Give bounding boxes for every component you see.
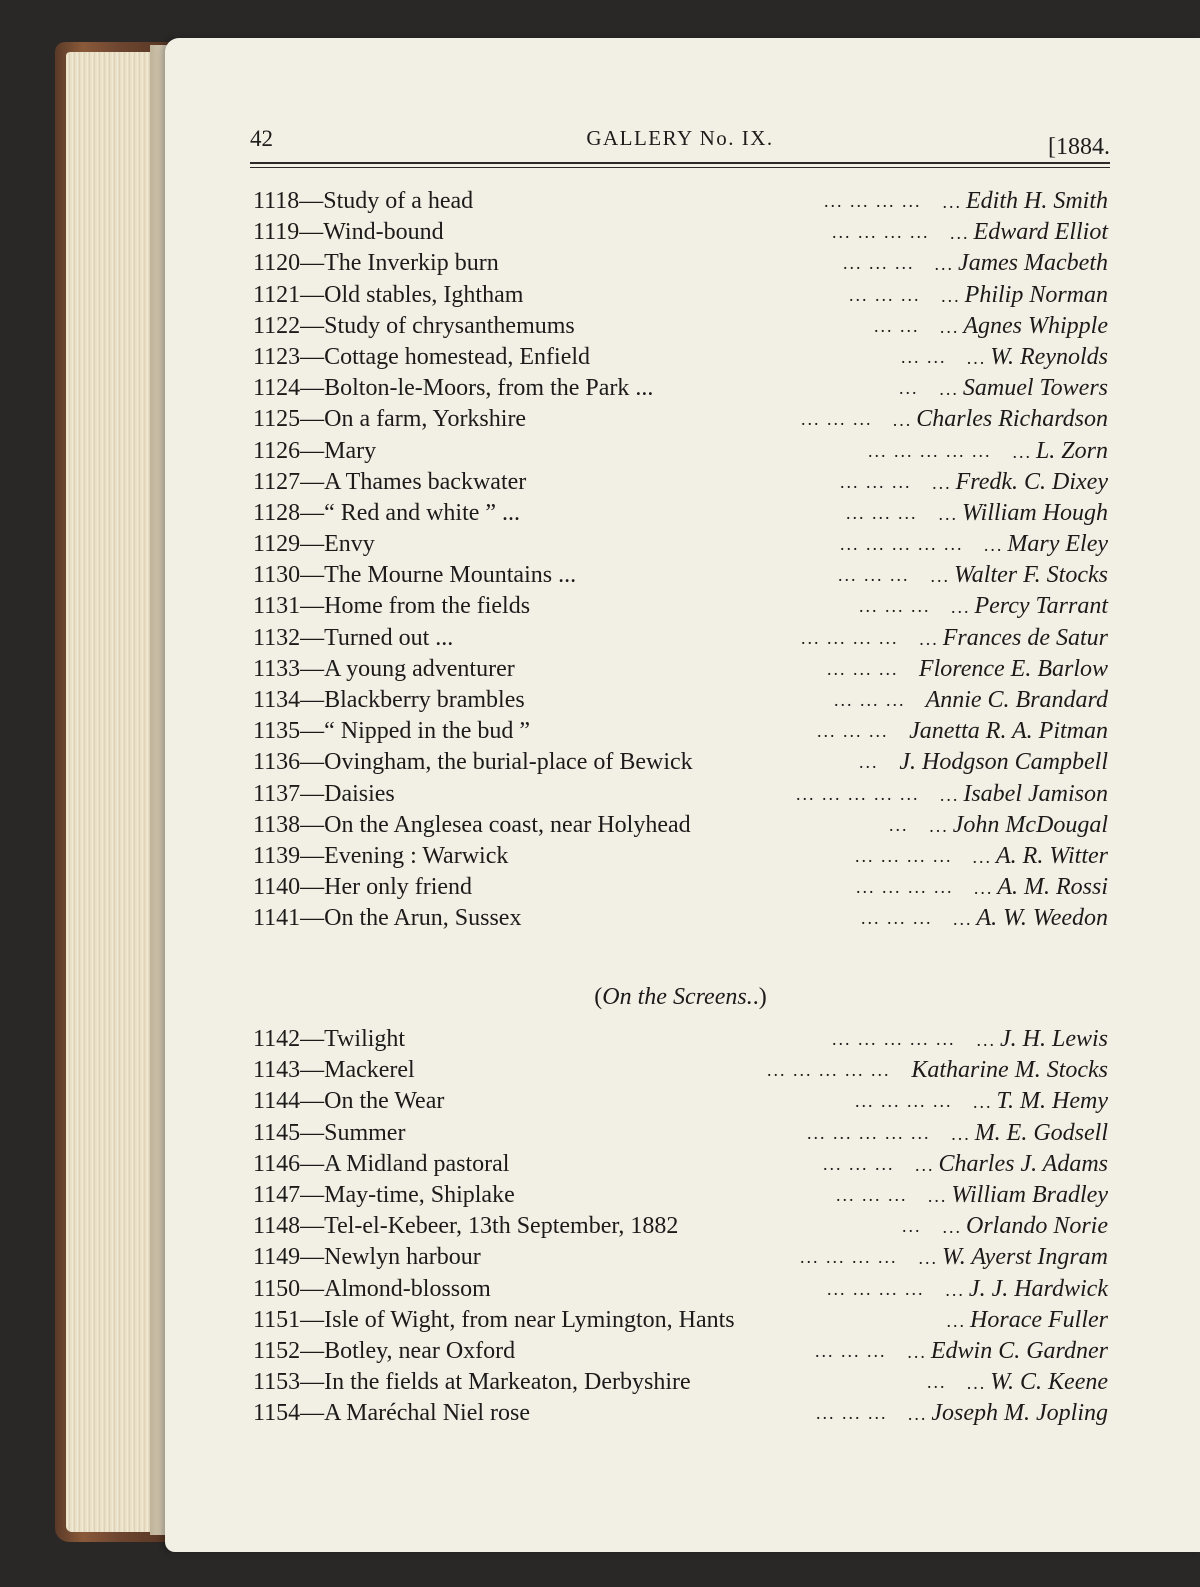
catalogue-entry — [253, 841, 1108, 872]
catalogue-entry — [253, 186, 1108, 217]
entry-artist — [973, 841, 1108, 873]
artist-name: William Bradley — [951, 1181, 1108, 1208]
entry-artist — [1012, 436, 1108, 468]
leader-dots: ... ... — [901, 346, 947, 367]
entry-title: 1146—A Midland pastoral — [253, 1150, 510, 1177]
entry-artist — [939, 373, 1108, 405]
artist-name: Samuel Towers — [962, 375, 1108, 402]
catalogue-entry — [253, 747, 1108, 778]
artist-name: Edward Elliot — [973, 219, 1108, 246]
catalogue-entry — [253, 560, 1108, 591]
artist-name: W. Reynolds — [990, 343, 1108, 370]
artist-name: James Macbeth — [958, 250, 1108, 277]
leader-dots: ... ... ... ... ... — [840, 534, 964, 555]
entry-title: 1120—The Inverkip burn — [253, 250, 499, 277]
header-rule-thin — [250, 167, 1110, 168]
catalogue-entry — [253, 1149, 1108, 1180]
artist-name: Agnes Whipple — [963, 312, 1108, 339]
catalogue-entry — [253, 248, 1108, 279]
catalogue-entry — [253, 716, 1108, 747]
artist-name: T. M. Hemy — [996, 1088, 1108, 1115]
running-header — [250, 126, 1110, 166]
artist-leader: ... — [972, 1092, 993, 1113]
gallery-title: GALLERY No. IX. — [586, 126, 774, 150]
entry-title: 1135—“ Nipped in the bud ” — [253, 718, 531, 745]
artist-name: Katharine M. Stocks — [911, 1057, 1108, 1084]
artist-name: William Hough — [961, 499, 1108, 526]
artist-leader: ... — [945, 1279, 965, 1300]
leader-dots: ... ... ... — [861, 908, 933, 929]
header-rule — [250, 162, 1110, 164]
entry-title: 1141—On the Arun, Sussex — [253, 905, 522, 932]
artist-leader: ... — [939, 784, 960, 805]
leader-dots: ... ... ... — [816, 1403, 888, 1424]
leader-dots: ... ... ... — [836, 1184, 908, 1205]
page-number: 42 — [250, 126, 273, 151]
catalogue-entry — [253, 903, 1108, 934]
entry-artist — [941, 280, 1108, 312]
artist-leader: ... — [1012, 441, 1032, 462]
entry-title: 1138—On the Anglesea coast, near Holyhead — [253, 811, 691, 838]
entry-artist — [931, 560, 1109, 592]
catalogue-entry — [253, 467, 1108, 498]
leader-dots: ... ... ... — [817, 721, 889, 742]
artist-name: Mary Eley — [1007, 531, 1108, 558]
catalogue-entry — [253, 1242, 1108, 1273]
leader-dots: ... ... ... ... — [800, 1247, 898, 1268]
entry-artist — [977, 1024, 1109, 1056]
leader-dots: ... ... ... ... — [824, 191, 922, 211]
entry-title: 1125—On a farm, Yorkshire — [253, 406, 527, 433]
entry-title: 1118—Study of a head — [253, 188, 474, 214]
section-open: ( — [594, 984, 603, 1010]
catalogue-entry — [253, 1305, 1108, 1336]
entry-title: 1133—A young adventurer — [253, 655, 515, 682]
catalogue-entry — [253, 498, 1108, 529]
leader-dots: ... ... ... ... ... — [796, 783, 920, 804]
entry-artist — [928, 1180, 1108, 1212]
entry-title: 1143—Mackerel — [253, 1057, 415, 1084]
entry-title: 1132—Turned out ... — [253, 624, 454, 651]
catalogue-entry — [253, 1367, 1108, 1398]
artist-name: Walter F. Stocks — [954, 562, 1108, 589]
leader-dots: ... ... ... — [823, 1153, 895, 1174]
leader-dots: ... ... ... ... — [801, 627, 899, 648]
entry-artist — [947, 1305, 1108, 1337]
section-title: On the Screens. — [602, 984, 753, 1010]
artist-leader: ... — [932, 472, 952, 493]
entry-title: 1148—Tel-el-Kebeer, 13th September, 1882 — [253, 1213, 679, 1240]
artist-name: Florence E. Barlow — [918, 655, 1108, 682]
section-close: .) — [752, 984, 767, 1010]
artist-leader: ... — [934, 254, 955, 275]
artist-leader: ... — [907, 1341, 927, 1362]
entry-title: 1126—Mary — [253, 437, 377, 464]
leader-dots: ... — [899, 378, 919, 399]
catalogue-entry — [253, 404, 1108, 435]
entry-artist — [911, 1055, 1108, 1086]
artist-name: J. Hodgson Campbell — [899, 749, 1108, 776]
artist-name: L. Zorn — [1035, 437, 1108, 464]
leader-dots: ... ... ... ... — [855, 1091, 953, 1112]
artist-leader: ... — [938, 503, 958, 524]
entry-artist — [950, 217, 1108, 249]
entry-artist — [929, 810, 1108, 842]
entry-artist — [974, 872, 1108, 904]
leader-dots: ... ... — [874, 315, 920, 336]
entry-artist — [918, 1242, 1108, 1274]
entry-artist — [943, 186, 1109, 218]
catalogue-entry — [253, 342, 1108, 373]
artist-name: M. E. Godsell — [974, 1119, 1108, 1146]
entry-artist — [908, 1398, 1108, 1430]
leader-dots: ... ... ... ... — [856, 877, 954, 898]
catalogue-entry — [253, 1086, 1108, 1117]
catalogue-entry — [253, 1398, 1108, 1429]
leader-dots: ... ... ... ... ... — [868, 440, 992, 461]
entry-title: 1130—The Mourne Mountains ... — [253, 562, 577, 589]
leader-dots: ... ... ... — [815, 1340, 887, 1361]
leader-dots: ... — [859, 752, 879, 773]
entry-title: 1149—Newlyn harbour — [253, 1244, 481, 1271]
artist-leader: ... — [930, 566, 950, 587]
artist-name: Isabel Jamison — [963, 780, 1108, 807]
entry-artist — [899, 747, 1108, 778]
artist-name: Frances de Satur — [942, 624, 1108, 651]
entry-title: 1121—Old stables, Ightham — [253, 281, 524, 308]
entry-artist — [942, 1211, 1108, 1243]
entry-artist — [919, 654, 1108, 685]
artist-name: J. J. Hardwick — [968, 1275, 1108, 1302]
entry-artist — [951, 1118, 1108, 1150]
artist-name: Philip Norman — [964, 281, 1108, 308]
artist-leader: ... — [966, 1373, 987, 1394]
leader-dots: ... — [889, 814, 909, 835]
artist-leader: ... — [966, 347, 987, 368]
catalogue-entry — [253, 280, 1108, 311]
artist-leader: ... — [892, 410, 913, 431]
artist-name: Horace Fuller — [970, 1306, 1108, 1333]
entry-artist — [907, 1336, 1108, 1368]
leader-dots: ... ... ... ... ... — [807, 1122, 931, 1143]
artist-leader: ... — [941, 285, 961, 306]
artist-leader: ... — [946, 1310, 967, 1331]
entry-title: 1136—Ovingham, the burial-place of Bewick — [253, 749, 693, 776]
artist-name: J. H. Lewis — [1000, 1026, 1108, 1052]
entry-artist — [951, 591, 1108, 623]
entry-title: 1145—Summer — [253, 1119, 406, 1146]
leader-dots: ... ... ... ... — [827, 1278, 925, 1299]
catalogue-entry — [253, 529, 1108, 560]
catalogue-entry — [253, 1118, 1108, 1149]
artist-name: A. R. Witter — [996, 842, 1108, 869]
entry-title: 1152—Botley, near Oxford — [253, 1337, 516, 1364]
artist-name: A. M. Rossi — [997, 874, 1108, 901]
entry-title: 1119—Wind-bound — [253, 219, 444, 246]
catalogue-entry — [253, 436, 1108, 467]
entry-title: 1147—May-time, Shiplake — [253, 1181, 515, 1208]
artist-name: Charles Richardson — [916, 406, 1108, 433]
artist-leader: ... — [929, 815, 949, 836]
entry-artist — [984, 529, 1108, 561]
catalogue-entry — [253, 373, 1108, 404]
artist-name: Percy Tarrant — [974, 593, 1108, 620]
catalogue-entry — [253, 872, 1108, 903]
artist-leader: ... — [976, 1030, 996, 1050]
leader-dots: ... ... ... ... ... — [832, 1029, 956, 1049]
entry-artist — [915, 1149, 1108, 1181]
artist-name: Edith H. Smith — [966, 188, 1108, 214]
entry-title: 1154—A Maréchal Niel rose — [253, 1400, 531, 1427]
catalogue-entry — [253, 1055, 1108, 1086]
leader-dots: ... — [902, 1216, 922, 1237]
entry-artist — [932, 467, 1108, 499]
catalogue-entry — [253, 654, 1108, 685]
catalogue-entry — [253, 685, 1108, 716]
artist-leader: ... — [927, 1185, 948, 1206]
artist-name: John McDougal — [952, 811, 1108, 838]
artist-name: Fredk. C. Dixey — [955, 468, 1108, 495]
artist-name: Annie C. Brandard — [925, 687, 1108, 713]
entry-title: 1128—“ Red and white ” ... — [253, 499, 521, 526]
artist-name: Janetta R. A. Pitman — [909, 718, 1108, 745]
entry-artist — [967, 1367, 1108, 1399]
catalogue-entry — [253, 810, 1108, 841]
entry-title: 1137—Daisies — [253, 780, 395, 807]
entry-artist — [940, 311, 1108, 343]
artist-name: W. C. Keene — [990, 1369, 1108, 1396]
catalogue-entry — [253, 1024, 1108, 1055]
artist-leader: ... — [983, 535, 1004, 556]
artist-leader: ... — [918, 1248, 938, 1269]
screens-list — [253, 1024, 1108, 1429]
leader-dots: ... ... ... — [859, 596, 931, 617]
entry-title: 1144—On the Wear — [253, 1088, 445, 1115]
artist-leader: ... — [972, 846, 993, 867]
entry-title: 1151—Isle of Wight, from near Lymington, Hants — [253, 1306, 735, 1333]
section-heading — [253, 984, 1108, 1011]
artist-leader: ... — [907, 1404, 928, 1425]
leader-dots: ... ... ... — [846, 502, 918, 523]
catalogue-entry — [253, 217, 1108, 248]
entry-title: 1131—Home from the fields — [253, 593, 531, 620]
entry-artist — [919, 623, 1108, 655]
leader-dots: ... ... ... ... — [832, 222, 930, 243]
leader-dots: ... ... ... — [801, 409, 873, 430]
catalogue-entry — [253, 1211, 1108, 1242]
artist-name: Edwin C. Gardner — [930, 1337, 1108, 1364]
entry-artist — [953, 903, 1108, 935]
leader-dots: ... ... ... — [849, 284, 921, 305]
leader-dots: ... ... ... — [838, 565, 910, 586]
artist-name: Orlando Norie — [965, 1213, 1108, 1240]
artist-leader: ... — [939, 316, 960, 337]
leader-dots: ... ... ... — [834, 690, 906, 710]
catalogue-entry — [253, 1180, 1108, 1211]
entry-artist — [938, 498, 1108, 530]
catalogue-entry — [253, 1274, 1108, 1305]
catalogue-list — [253, 186, 1108, 935]
catalogue-entry — [253, 623, 1108, 654]
entry-title: 1134—Blackberry brambles — [253, 687, 525, 713]
leader-dots: ... ... ... ... — [855, 845, 953, 866]
entry-artist — [973, 1086, 1108, 1118]
catalogue-entry — [253, 779, 1108, 810]
entry-artist — [926, 685, 1108, 716]
year: [1884. — [1048, 134, 1110, 160]
artist-name: Charles J. Adams — [938, 1150, 1108, 1177]
entry-title: 1123—Cottage homestead, Enfield — [253, 343, 591, 370]
leader-dots: ... ... ... — [840, 471, 912, 492]
artist-leader: ... — [952, 909, 973, 930]
artist-name: Joseph M. Jopling — [931, 1400, 1108, 1427]
leader-dots: ... ... ... ... ... — [767, 1060, 891, 1081]
leader-dots: ... — [927, 1372, 947, 1393]
leader-dots: ... ... ... — [843, 253, 915, 274]
entry-artist — [893, 404, 1108, 436]
artist-name: A. W. Weedon — [976, 905, 1108, 932]
entry-title: 1124—Bolton-le-Moors, from the Park ... — [253, 375, 654, 402]
entry-title: 1139—Evening : Warwick — [253, 842, 509, 869]
artist-leader: ... — [942, 1217, 962, 1238]
entry-title: 1127—A Thames backwater — [253, 468, 527, 495]
entry-artist — [940, 779, 1108, 811]
catalogue-entry — [253, 1336, 1108, 1367]
artist-name: W. Ayerst Ingram — [941, 1244, 1108, 1271]
leader-dots: ... ... ... — [827, 658, 899, 679]
entry-title: 1153—In the fields at Markeaton, Derbyshire — [253, 1369, 691, 1396]
entry-artist — [935, 248, 1108, 280]
artist-leader: ... — [973, 878, 994, 899]
entry-title: 1140—Her only friend — [253, 874, 473, 901]
catalogue-entry — [253, 591, 1108, 622]
artist-leader: ... — [951, 1123, 971, 1144]
entry-title: 1122—Study of chrysanthemums — [253, 312, 575, 339]
entry-artist — [967, 342, 1108, 374]
entry-artist — [909, 716, 1108, 747]
entry-title: 1142—Twilight — [253, 1026, 406, 1052]
artist-leader: ... — [919, 628, 939, 649]
artist-leader: ... — [939, 379, 959, 400]
entry-title: 1129—Envy — [253, 531, 375, 558]
entry-title: 1150—Almond-blossom — [253, 1275, 491, 1302]
artist-leader: ... — [950, 597, 971, 618]
catalogue-entry — [253, 311, 1108, 342]
artist-leader: ... — [942, 192, 962, 212]
entry-artist — [945, 1274, 1108, 1306]
page — [165, 38, 1200, 1552]
artist-leader: ... — [914, 1154, 935, 1175]
artist-leader: ... — [950, 223, 970, 244]
